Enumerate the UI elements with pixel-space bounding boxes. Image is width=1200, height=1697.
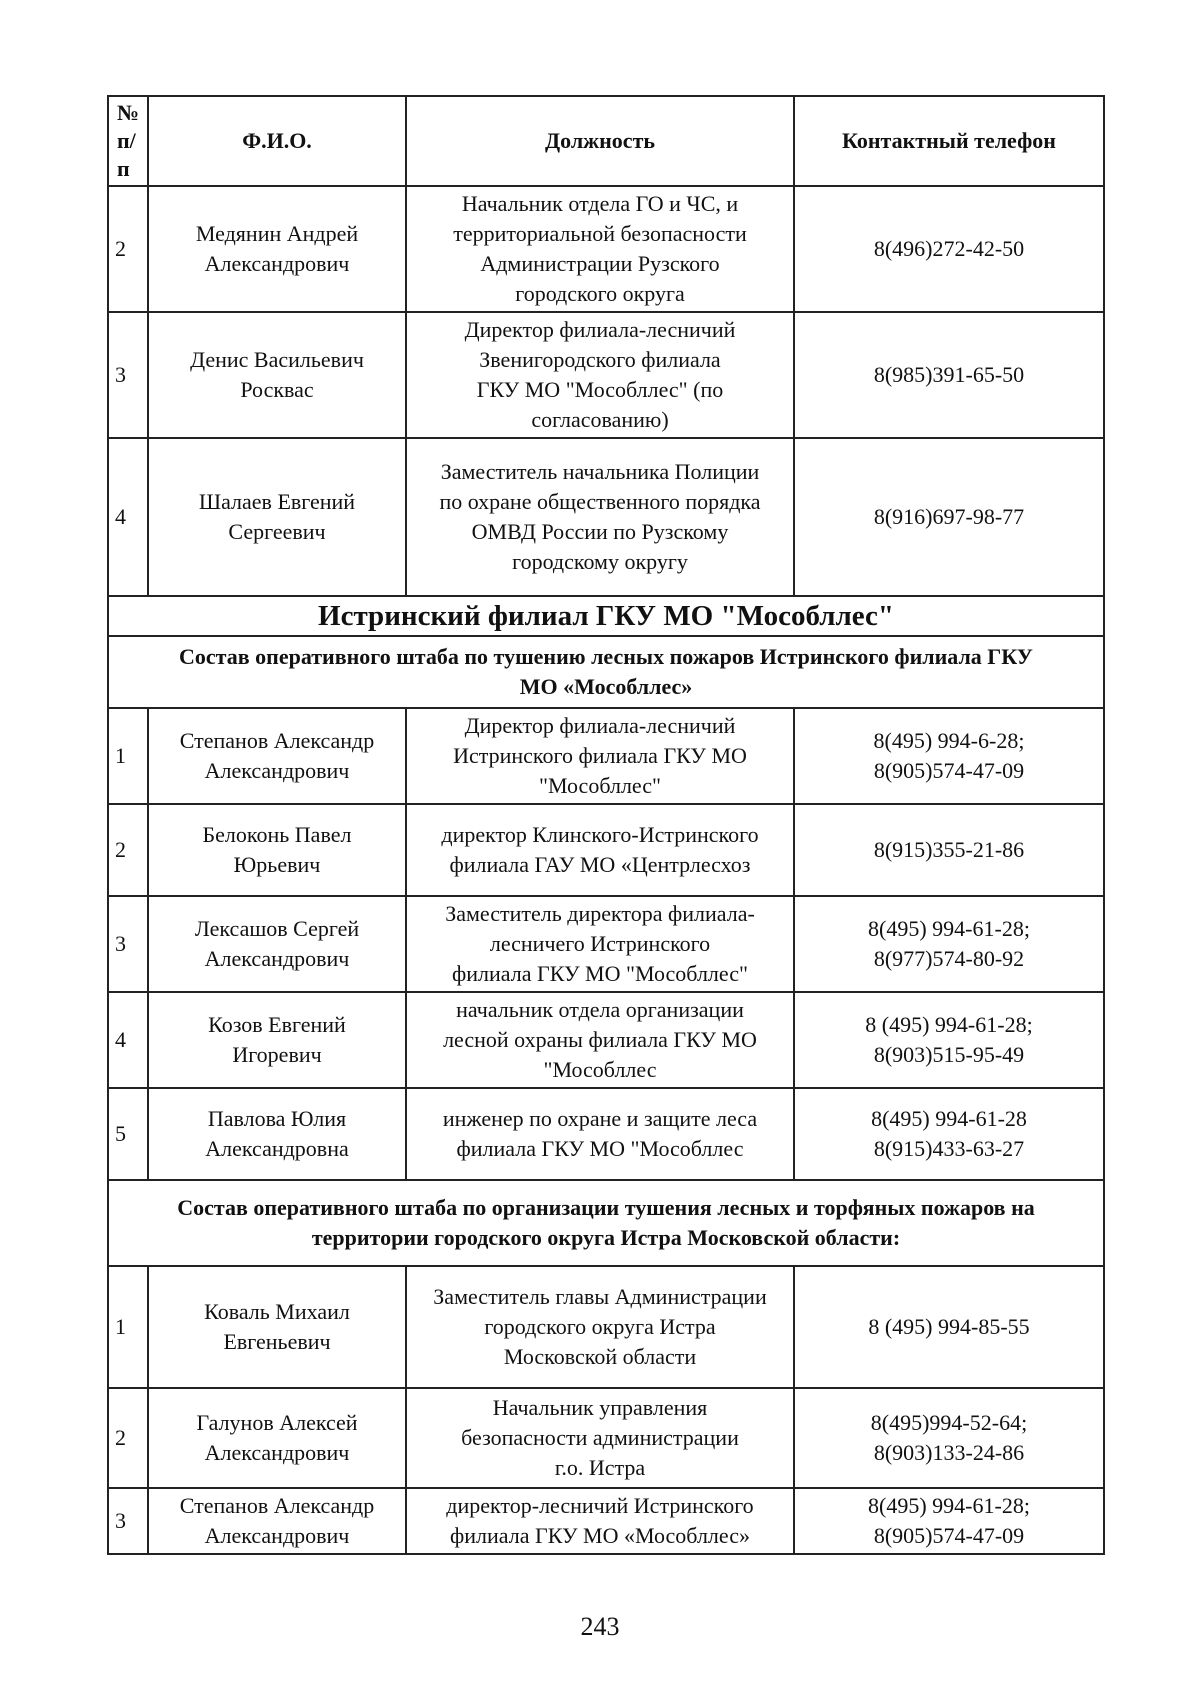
- row-phone: 8(495) 994-6-28; 8(905)574-47-09: [794, 708, 1104, 804]
- row-name: Белоконь Павел Юрьевич: [148, 804, 406, 896]
- row-name: Степанов Александр Александрович: [148, 1488, 406, 1554]
- table-row: [108, 1266, 1104, 1388]
- row-position: начальник отдела организации лесной охраны филиала ГКУ МО "Мособллес: [406, 992, 794, 1088]
- header-position: Должность: [406, 96, 794, 186]
- row-phone: 8(495) 994-61-28; 8(977)574-80-92: [794, 896, 1104, 992]
- row-name: Медянин Андрей Александрович: [148, 186, 406, 312]
- row-num: 4: [108, 992, 148, 1088]
- row-position: директор Клинского-Истринского филиала ГАУ МО «Центрлесхоз: [406, 804, 794, 896]
- row-num: 3: [108, 1488, 148, 1554]
- row-phone: 8(495)994-52-64; 8(903)133-24-86: [794, 1388, 1104, 1488]
- row-num: 2: [108, 804, 148, 896]
- row-position: Директор филиала-лесничий Истринского филиала ГКУ МО "Мособллес": [406, 708, 794, 804]
- table-row: [108, 992, 1104, 1088]
- branch-title-row: [108, 596, 1104, 636]
- row-num: 4: [108, 438, 148, 596]
- header-phone: Контактный телефон: [794, 96, 1104, 186]
- row-name: Галунов Алексей Александрович: [148, 1388, 406, 1488]
- page-number: 243: [580, 1612, 620, 1641]
- row-position: Начальник отдела ГО и ЧС, и территориальной безопасности Администрации Рузского городского округа: [406, 186, 794, 312]
- section-title-firefighting: Состав оперативного штаба по тушению лесных пожаров Истринского филиала ГКУ МО «Мособллес»: [108, 636, 1104, 708]
- table-row: [108, 186, 1104, 312]
- table-row: [108, 438, 1104, 596]
- table-row: [108, 708, 1104, 804]
- row-phone: 8(985)391-65-50: [794, 312, 1104, 438]
- row-num: 2: [108, 186, 148, 312]
- row-num: 3: [108, 896, 148, 992]
- row-num: 5: [108, 1088, 148, 1180]
- section-title-row: [108, 636, 1104, 708]
- row-position: директор-лесничий Истринского филиала ГКУ МО «Мособллес»: [406, 1488, 794, 1554]
- row-phone: 8 (495) 994-61-28; 8(903)515-95-49: [794, 992, 1104, 1088]
- table-row: [108, 1488, 1104, 1554]
- table-row: [108, 1088, 1104, 1180]
- section-title-peat-fires: Состав оперативного штаба по организации тушения лесных и торфяных пожаров на территории городского округа Истра Московской области:: [108, 1180, 1104, 1266]
- row-name: Коваль Михаил Евгеньевич: [148, 1266, 406, 1388]
- row-position: Заместитель главы Администрации городского округа Истра Московской области: [406, 1266, 794, 1388]
- header-num: № п/ п: [108, 96, 148, 186]
- row-num: 1: [108, 708, 148, 804]
- row-name: Степанов Александр Александрович: [148, 708, 406, 804]
- row-position: Заместитель директора филиала- лесничего Истринского филиала ГКУ МО "Мособллес": [406, 896, 794, 992]
- row-position: Начальник управления безопасности администрации г.о. Истра: [406, 1388, 794, 1488]
- table-row: [108, 804, 1104, 896]
- row-name: Шалаев Евгений Сергеевич: [148, 438, 406, 596]
- section-title-row: [108, 1180, 1104, 1266]
- row-phone: 8(915)355-21-86: [794, 804, 1104, 896]
- row-position: Заместитель начальника Полиции по охране общественного порядка ОМВД России по Рузскому городскому округу: [406, 438, 794, 596]
- header-name: Ф.И.О.: [148, 96, 406, 186]
- row-phone: 8(495) 994-61-28 8(915)433-63-27: [794, 1088, 1104, 1180]
- row-position: Директор филиала-лесничий Звенигородского филиала ГКУ МО "Мособллес" (по согласованию): [406, 312, 794, 438]
- row-num: 2: [108, 1388, 148, 1488]
- table-row: [108, 896, 1104, 992]
- row-name: Козов Евгений Игоревич: [148, 992, 406, 1088]
- row-name: Лексашов Сергей Александрович: [148, 896, 406, 992]
- row-name: Денис Васильевич Росквас: [148, 312, 406, 438]
- table-row: [108, 312, 1104, 438]
- row-name: Павлова Юлия Александровна: [148, 1088, 406, 1180]
- branch-title: Истринский филиал ГКУ МО "Мособллес": [108, 596, 1104, 636]
- row-phone: 8 (495) 994-85-55: [794, 1266, 1104, 1388]
- row-num: 1: [108, 1266, 148, 1388]
- table-row: [108, 1388, 1104, 1488]
- staff-table: [107, 95, 1105, 1555]
- row-num: 3: [108, 312, 148, 438]
- row-position: инженер по охране и защите леса филиала ГКУ МО "Мособллес: [406, 1088, 794, 1180]
- header-row: [108, 96, 1104, 186]
- row-phone: 8(495) 994-61-28; 8(905)574-47-09: [794, 1488, 1104, 1554]
- row-phone: 8(916)697-98-77: [794, 438, 1104, 596]
- row-phone: 8(496)272-42-50: [794, 186, 1104, 312]
